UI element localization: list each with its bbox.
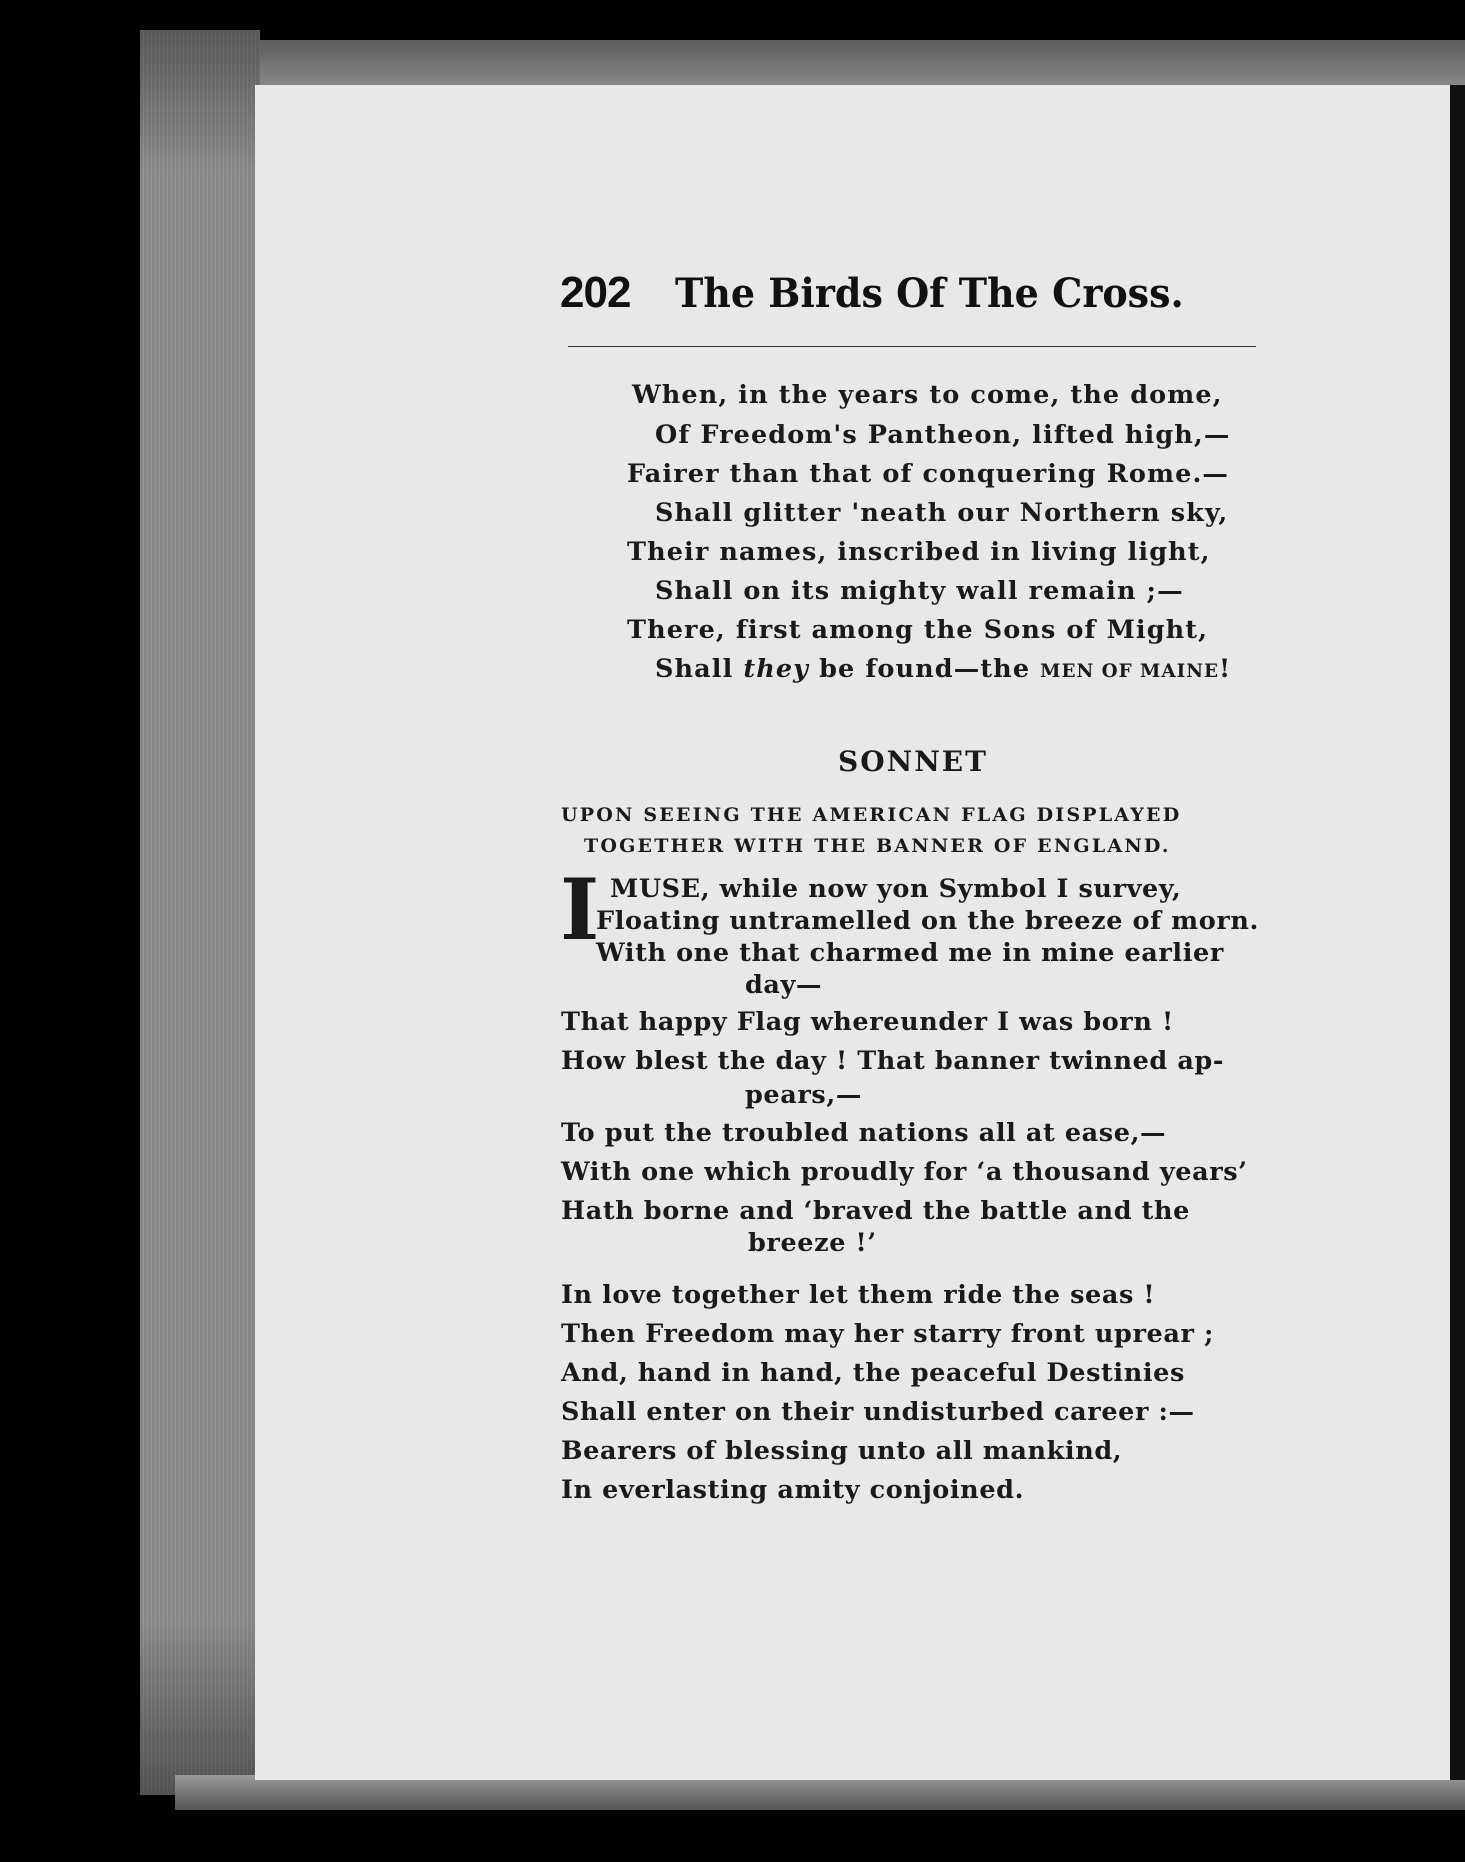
- poem-last-line-suffix: !: [1218, 654, 1232, 684]
- sonnet-line: In everlasting amity conjoined.: [561, 1475, 1025, 1505]
- sonnet-line: To put the troubled nations all at ease,—: [561, 1118, 1167, 1148]
- poem-last-line-middle: be found—the: [809, 654, 1041, 684]
- poem-line: Fairer than that of conquering Rome.—: [627, 459, 1230, 489]
- drop-cap: I: [560, 860, 600, 959]
- spine-gutter: [1450, 85, 1465, 1780]
- sonnet-line: In love together let them ride the seas !: [561, 1280, 1156, 1310]
- sonnet-line: breeze !’: [748, 1228, 877, 1258]
- poem-last-line: [655, 654, 1231, 684]
- sonnet-subtitle-line-2: TOGETHER WITH THE BANNER OF ENGLAND.: [584, 835, 1171, 857]
- poem-line: Their names, inscribed in living light,: [627, 537, 1211, 567]
- poem-last-line-prefix: Shall: [655, 654, 744, 684]
- sonnet-subtitle-line-1: UPON SEEING THE AMERICAN FLAG DISPLAYED: [561, 804, 1182, 826]
- sonnet-line: Bearers of blessing unto all mankind,: [561, 1436, 1123, 1466]
- page-number: 202: [560, 268, 631, 317]
- header-rule: [568, 346, 1256, 347]
- sonnet-line: Floating untramelled on the breeze of morn.: [596, 906, 1260, 936]
- sonnet-line: That happy Flag whereunder I was born !: [561, 1007, 1174, 1037]
- poem-line: Shall on its mighty wall remain ;—: [655, 576, 1184, 606]
- sonnet-line: day—: [745, 970, 823, 1000]
- poem-line: Shall glitter 'neath our Northern sky,: [655, 498, 1229, 528]
- sonnet-line: And, hand in hand, the peaceful Destinies: [561, 1358, 1185, 1388]
- book-bottom-edge: [175, 1775, 1465, 1810]
- men-of-maine-small-caps: MEN OF MAINE: [1040, 661, 1219, 682]
- sonnet-line: MUSE, while now yon Symbol I survey,: [610, 874, 1182, 904]
- book-page-stack: [140, 30, 260, 1795]
- running-head: [560, 268, 1260, 328]
- poem-line: Of Freedom's Pantheon, lifted high,—: [655, 420, 1231, 450]
- poem-line: When, in the years to come, the dome,: [632, 380, 1223, 410]
- sonnet-title: SONNET: [838, 745, 988, 778]
- sonnet-line: With one which proudly for ‘a thousand years’: [561, 1157, 1248, 1187]
- sonnet-line: With one that charmed me in mine earlier: [596, 938, 1224, 968]
- sonnet-line: Hath borne and ‘braved the battle and the: [561, 1196, 1190, 1226]
- sonnet-line: Shall enter on their undisturbed career :—: [561, 1397, 1195, 1427]
- book-top-edge: [175, 40, 1465, 90]
- sonnet-line: Then Freedom may her starry front uprear ;: [561, 1319, 1214, 1349]
- sonnet-line: pears,—: [745, 1080, 862, 1110]
- running-title: The Birds Of The Cross.: [675, 270, 1184, 317]
- poem-emphasis: they: [743, 654, 810, 684]
- sonnet-line: How blest the day ! That banner twinned ap-: [561, 1046, 1225, 1076]
- poem-line: There, first among the Sons of Might,: [627, 615, 1209, 645]
